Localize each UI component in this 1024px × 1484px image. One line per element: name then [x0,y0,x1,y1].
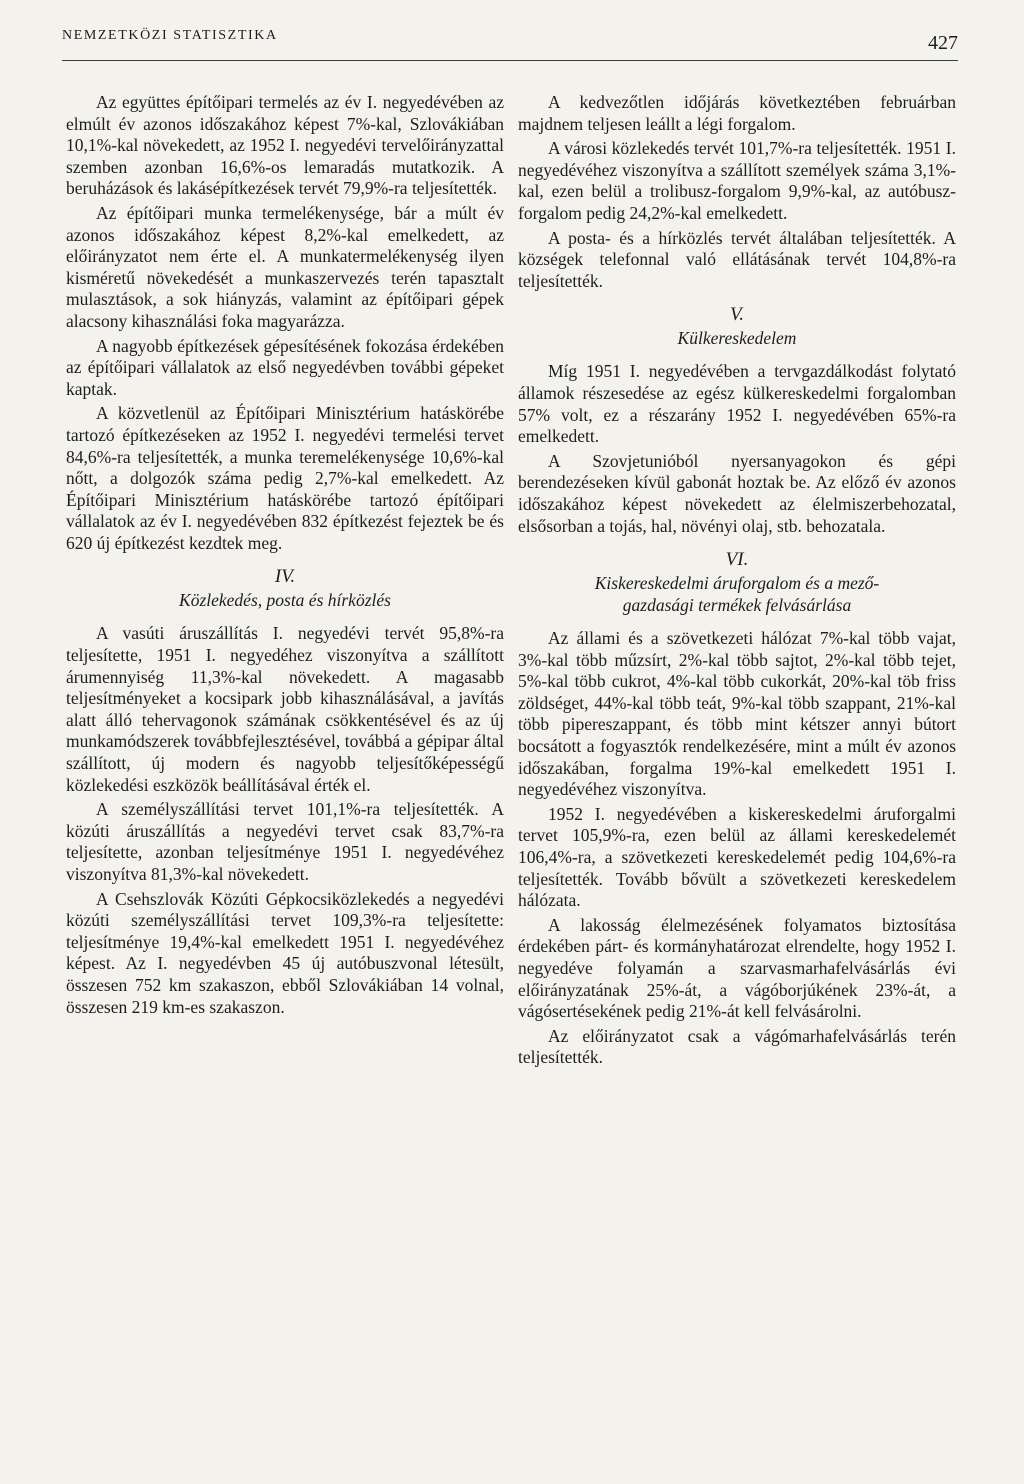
paragraph: A közvetlenül az Építőipari Minisztérium hatáskörébe tartozó építkezéseken az 1952 I. negyedévi termelési tervet 84,6%-ra teljesítették, a munka teremelékenysége 10,6%-kal nőtt, a dolgozók száma pedig 2,7%-kal emelkedett. Az Építőipari Minisztérium hatáskörébe tartozó építőipari vállalatok az év I. negyedévében 832 építkezést fejeztek be és 620 új építkezést kezdtek meg. [66,403,504,553]
paragraph: A városi közlekedés tervét 101,7%-ra teljesítették. 1951 I. negyedévéhez viszonyítva a szállított személyek száma 3,1%-kal, ezen belül a trolibusz-forgalom 9,9%-kal, az autóbusz-forgalom pedig 24,2%-kal emelkedett. [518,138,956,223]
paragraph: A lakosság élelmezésének folyamatos biztosítása érdekében párt- és kormányhatározat elrendelte, hogy 1952 I. negyedéve folyamán a szarvasmarhafelvásárlás évi előirányzatának 25%-át, a vágóborjúkének 23%-át, a vágósertésekének pedig 21%-át kell felvásárolni. [518,914,956,1022]
paragraph: Míg 1951 I. negyedévében a tervgazdálkodást folytató államok részesedése az egész külkereskedelmi forgalomban 57% volt, ez a részarány 1952 I. negyedévében 65%-ra emelkedett. [518,361,956,447]
section-heading-vi [518,548,956,616]
section-title: Külkereskedelem [677,328,797,349]
section-title-line-2: gazdasági termékek felvásárlása [622,595,852,616]
section-number: VI. [725,549,749,571]
paragraph: 1952 I. negyedévében a kiskereskedelmi áruforgalmi tervet 105,9%-ra, ezen belül az állami kereskedelemét 106,4%-ra, a szövetkezeti kereskedelemét pedig 104,6%-ra teljesítették. Tovább bővült a szövetkezeti kereskedelem hálózata. [518,803,956,911]
paragraph: Az előirányzatot csak a vágómarhafelvásárlás terén teljesítették. [518,1025,956,1068]
paragraph: A személyszállítási tervet 101,1%-ra teljesítették. A közúti áruszállítás a negyedévi tervet csak 83,7%-ra teljesítette, azonban teljesítménye 1951 I. negyedévéhez viszonyítva 81,3%-kal növekedett. [66,799,504,884]
section-title-line-1: Kiskereskedelmi áruforgalom és a mező- [594,573,880,594]
paragraph: A Csehszlovák Közúti Gépkocsiközlekedés a negyedévi közúti személyszállítási tervet 109,3%-ra teljesítette: teljesítménye 19,4%-kal emelkedett 1951 I. negyedévéhez képest. Az I. negyedévben 45 új autóbuszvonal létesült, összesen 752 km szakaszon, ebből Szlovákiában 14 volnal, összesen 219 km-es szakaszon. [66,888,504,1017]
section-heading-iv [66,565,504,611]
paragraph: Az állami és a szövetkezeti hálózat 7%-kal több vajat, 3%-kal több műzsírt, 2%-kal több sajtot, 2%-kal több tejet, 5%-kal több cukrot, 4%-kal több cukorkát, 20%-kal töb friss zöldséget, 44%-kal több teát, 9%-kal több szappant, 21%-kal több pipereszappant, és több mint kétszer annyi bútort bocsátott a fogyasztók rendelkezésére, mint a múlt év azonos időszakában, forgalma 19%-kal emelkedett 1951 I. negyedévéhez viszonyítva. [518,628,956,800]
paragraph: Az építőipari munka termelékenysége, bár a múlt év azonos időszakához képest 8,2%-kal emelkedett, az előirányzatot nem érte el. A munkatermelékenység ilyen kisméretű növekedését a munkaszervezés terén tapasztalt mulasztások, a sok hiányzás, valamint az építőipari gépek alacsony kihasználási foka magyarázza. [66,202,504,331]
section-heading-v [518,303,956,349]
paragraph: A nagyobb építkezések gépesítésének fokozása érdekében az építőipari vállalatok az első negyedévben további gépeket kaptak. [66,335,504,399]
right-column [518,92,956,1069]
page-number: 427 [928,32,958,54]
paragraph: A kedvezőtlen időjárás következtében februárban majdnem teljesen leállt a légi forgalom. [518,92,956,134]
section-number: IV. [274,566,296,588]
section-title: Közlekedés, posta és hírközlés [179,590,391,611]
left-column [66,92,504,1018]
paragraph: Az együttes építőipari termelés az év I. negyedévében az elmúlt év azonos időszakához képest 7%-kal, Szlovákiában 10,1%-kal növekedett, az 1952 I. negyedévi tervelőirányzattal szemben azonban 16,6%-os lemaradás mutatkozik. A beruházások és lakásépítkezések tervét 79,9%-ra teljesítették. [66,92,504,199]
section-number: V. [730,304,744,326]
paragraph: A Szovjetunióból nyersanyagokon és gépi berendezéseken kívül gabonát hoztak be. Az előző év azonos időszakához képest növekedett az élelmiszerbehozatal, elsősorban a tojás, hal, növényi olaj, stb. behozatala. [518,450,956,536]
paragraph: A posta- és a hírközlés tervét általában teljesítették. A községek telefonnal való ellátásának tervét 104,8%-ra teljesítették. [518,227,956,291]
running-title: NEMZETKÖZI STATISZTIKA [62,28,278,43]
running-header [62,20,958,61]
paragraph: A vasúti áruszállítás I. negyedévi tervét 95,8%-ra teljesítette, 1951 I. negyedéhez viszonyítva a szállított árumennyiség 11,3%-kal növekedett. A magasabb teljesítményeket a kocsipark jobb kihasználásával, a javítás alatt álló tehervagonok számának csökkentésével és az új munkamódszerek továbbfejlesztésével, továbbá a gépipar által szállított, új modern és nagyobb teljesítőképességű közlekedési eszközök beállításával érték el. [66,623,504,795]
